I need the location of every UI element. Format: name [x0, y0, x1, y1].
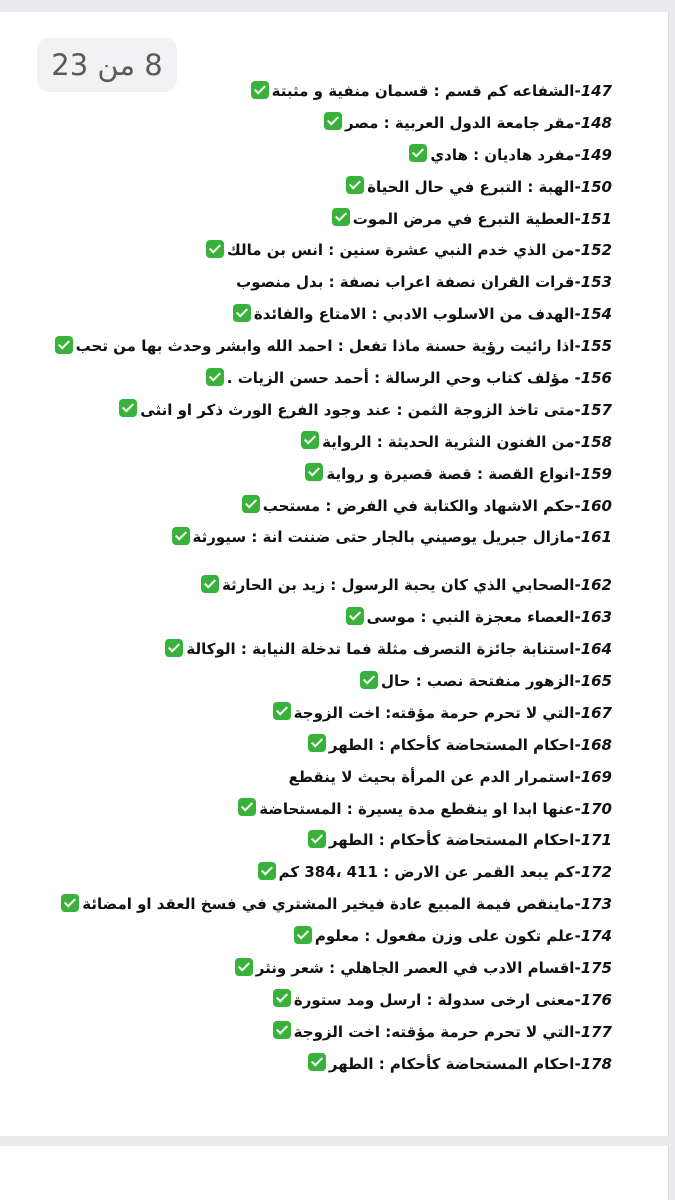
list-item: [12, 921, 612, 953]
item-number: 147: [580, 82, 612, 100]
check-mark-icon: [119, 399, 137, 417]
item-text: الهدف من الاسلوب الادبي : الامتاع والفائدة: [253, 305, 575, 324]
check-mark-icon: [308, 734, 326, 752]
item-separator: -: [574, 400, 581, 419]
check-mark-icon: [294, 926, 312, 944]
list-item: [12, 76, 612, 108]
check-mark-icon: [346, 176, 364, 194]
item-text: احكام المستحاضة كأحكام : الطهر: [328, 735, 575, 754]
check-mark-icon: [242, 495, 260, 513]
list-item: [12, 825, 612, 857]
check-mark-icon: [273, 1021, 291, 1039]
item-text: متى تاخذ الزوجة الثمن : عند وجود الفرع الورث ذكر او انثى: [140, 400, 575, 419]
next-document-page[interactable]: [0, 1146, 669, 1200]
item-number: 175: [580, 959, 612, 978]
item-number: 174: [580, 927, 612, 946]
check-mark-icon: [201, 575, 219, 593]
list-item: [12, 1017, 612, 1049]
list-item: [12, 953, 612, 985]
item-number: 161: [580, 528, 612, 547]
check-mark-icon: [172, 527, 190, 545]
check-mark-icon: [206, 368, 224, 386]
item-text: احكام المستحاضة كأحكام : الطهر: [328, 831, 575, 850]
list-item: [12, 522, 612, 554]
list-item: [12, 602, 612, 634]
item-number: 151: [580, 209, 612, 228]
check-mark-icon: [233, 304, 251, 322]
item-separator: -: [574, 895, 581, 914]
item-separator: -: [574, 464, 581, 483]
item-number: 156: [580, 369, 612, 388]
item-separator: -: [574, 672, 581, 691]
item-separator: -: [574, 608, 581, 627]
check-mark-icon: [235, 958, 253, 976]
item-number: 172: [580, 863, 612, 882]
check-mark-icon: [258, 862, 276, 880]
list-item: [12, 1049, 612, 1081]
item-separator: -: [574, 703, 581, 722]
item-number: 170: [580, 799, 612, 818]
list-item: [12, 794, 612, 826]
item-text: من الفنون النثرية الحديثة : الرواية: [322, 432, 575, 451]
item-number: 157: [580, 400, 612, 419]
item-separator: -: [574, 767, 581, 786]
check-mark-icon: [55, 336, 73, 354]
list-item: [12, 889, 612, 921]
item-text: استمرار الدم عن المرأة بحيث لا ينقطع: [288, 767, 575, 786]
item-separator: -: [574, 177, 581, 196]
item-number: 155: [580, 337, 612, 356]
list-item: [12, 491, 612, 523]
item-text: العصاء معجزة النبي : موسى: [366, 608, 575, 627]
check-mark-icon: [301, 431, 319, 449]
item-text: مفرد هاديان : هادي: [430, 145, 575, 164]
item-number: 163: [580, 608, 612, 627]
item-separator: -: [574, 1022, 581, 1041]
item-text: ماينقص فيمة المبيع عادة فيخير المشتري في فسخ العقد او امضائة: [82, 895, 575, 914]
item-text: التي لا تحرم حرمة مؤقته: اخت الزوجة: [293, 1022, 575, 1041]
list-item: [12, 570, 612, 602]
item-number: 154: [580, 305, 612, 324]
list-item: [12, 363, 612, 395]
item-separator: -: [574, 831, 581, 850]
item-separator: -: [574, 82, 581, 100]
item-number: 165: [580, 672, 612, 691]
item-separator: -: [574, 337, 581, 356]
check-mark-icon: [273, 702, 291, 720]
item-number: 148: [580, 113, 612, 132]
list-item: [12, 235, 612, 267]
item-separator: -: [574, 241, 581, 260]
list-item: [12, 985, 612, 1017]
item-number: 171: [580, 831, 612, 850]
item-text: الشفاعه كم قسم : قسمان منفية و مثبتة: [271, 82, 575, 100]
item-text: من الذي خدم النبي عشرة سنين : انس بن مالك: [226, 241, 575, 260]
item-separator: -: [574, 863, 581, 882]
item-separator: -: [574, 113, 581, 132]
list-item: [12, 730, 612, 762]
item-number: 149: [580, 145, 612, 164]
item-separator: -: [574, 576, 581, 595]
item-number: 176: [580, 990, 612, 1009]
item-number: 167: [580, 703, 612, 722]
check-mark-icon: [206, 240, 224, 258]
item-text: مازال جبريل يوصيني بالجار حتى ضننت انة : سيورثة: [192, 528, 575, 547]
item-separator: -: [574, 927, 581, 946]
item-separator: -: [574, 432, 581, 451]
list-item: [12, 762, 612, 794]
item-number: 177: [580, 1022, 612, 1041]
item-text: مقر جامعة الدول العربية : مصر: [345, 113, 575, 132]
item-separator: -: [574, 799, 581, 818]
list-item: [12, 172, 612, 204]
item-text: التي لا تحرم حرمة مؤقته: اخت الزوجة: [293, 703, 575, 722]
item-text: الصحابي الذي كان يحبة الرسول : زيد بن الحارثة: [221, 576, 575, 595]
page-indicator: 8 من 23: [37, 38, 177, 92]
check-mark-icon: [360, 671, 378, 689]
list-item: [12, 140, 612, 172]
item-text: الهبة : التبرع في حال الحياة: [367, 177, 575, 196]
check-mark-icon: [332, 208, 350, 226]
list-item: [12, 634, 612, 666]
item-separator: -: [574, 145, 581, 164]
item-text: العطية التبرع في مرض الموت: [352, 209, 575, 228]
check-mark-icon: [308, 1053, 326, 1071]
item-text: علم تكون على وزن مفعول : معلوم: [314, 927, 575, 946]
item-separator: -: [574, 305, 581, 324]
list-item: [12, 331, 612, 363]
item-number: 150: [580, 177, 612, 196]
item-separator: -: [569, 369, 581, 388]
item-text: الزهور منفتحة نصب : حال: [381, 672, 575, 691]
item-number: 164: [580, 640, 612, 659]
item-text: حكم الاشهاد والكتابة في الفرض : مستحب: [262, 496, 575, 515]
list-item: [12, 108, 612, 140]
item-separator: -: [574, 273, 581, 292]
item-text: معنى ارخى سدولة : ارسل ومد ستورة: [293, 990, 575, 1009]
item-separator: -: [574, 735, 581, 754]
list-item: [12, 267, 612, 299]
item-number: 178: [580, 1054, 612, 1073]
document-page[interactable]: [0, 12, 669, 1136]
check-mark-icon: [273, 989, 291, 1007]
item-number: 153: [580, 273, 612, 292]
check-mark-icon: [409, 144, 427, 162]
item-text: اذا رائيت رؤية حسنة ماذا تفعل : احمد الله وابشر وحدث بها من تحب: [75, 337, 575, 356]
check-mark-icon: [238, 798, 256, 816]
item-text: انواع القصة : قصة قصيرة و رواية: [326, 464, 575, 483]
item-separator: -: [574, 528, 581, 547]
item-separator: -: [574, 640, 581, 659]
list-item: [12, 395, 612, 427]
item-text: قرات القران نصفة اعراب نصفة : بدل منصوب: [236, 273, 575, 292]
list-item: [12, 204, 612, 236]
question-list: [12, 76, 612, 1081]
item-number: 173: [580, 895, 612, 914]
item-number: 168: [580, 735, 612, 754]
item-text: اقسام الادب في العصر الجاهلي : شعر ونثر: [255, 959, 575, 978]
item-number: 152: [580, 241, 612, 260]
check-mark-icon: [324, 112, 342, 130]
item-separator: -: [574, 209, 581, 228]
item-number: 158: [580, 432, 612, 451]
check-mark-icon: [251, 81, 269, 99]
item-number: 162: [580, 576, 612, 595]
item-separator: -: [574, 496, 581, 515]
check-mark-icon: [346, 607, 364, 625]
check-mark-icon: [305, 463, 323, 481]
item-separator: -: [574, 990, 581, 1009]
list-item: [12, 857, 612, 889]
item-number: 160: [580, 496, 612, 515]
item-separator: -: [574, 1054, 581, 1073]
item-text: عنها ابدا او ينقطع مدة يسيرة : المستحاضة: [259, 799, 575, 818]
item-text: كم يبعد القمر عن الارض : 411 ،384 كم: [278, 863, 575, 882]
item-text: استنابة جائزة التصرف مثلة فما تدخلة النيابة : الوكالة: [186, 640, 575, 659]
check-mark-icon: [61, 894, 79, 912]
list-item: [12, 299, 612, 331]
viewer-top-bar: [0, 0, 675, 12]
item-separator: -: [574, 959, 581, 978]
check-mark-icon: [165, 639, 183, 657]
list-item: [12, 666, 612, 698]
check-mark-icon: [308, 830, 326, 848]
item-text: مؤلف كتاب وحي الرسالة : أحمد حسن الزيات .: [226, 369, 570, 388]
list-item: [12, 459, 612, 491]
item-number: 159: [580, 464, 612, 483]
item-text: احكام المستحاضة كأحكام : الطهر: [328, 1054, 575, 1073]
list-item: [12, 698, 612, 730]
list-item: [12, 427, 612, 459]
item-number: 169: [580, 767, 612, 786]
